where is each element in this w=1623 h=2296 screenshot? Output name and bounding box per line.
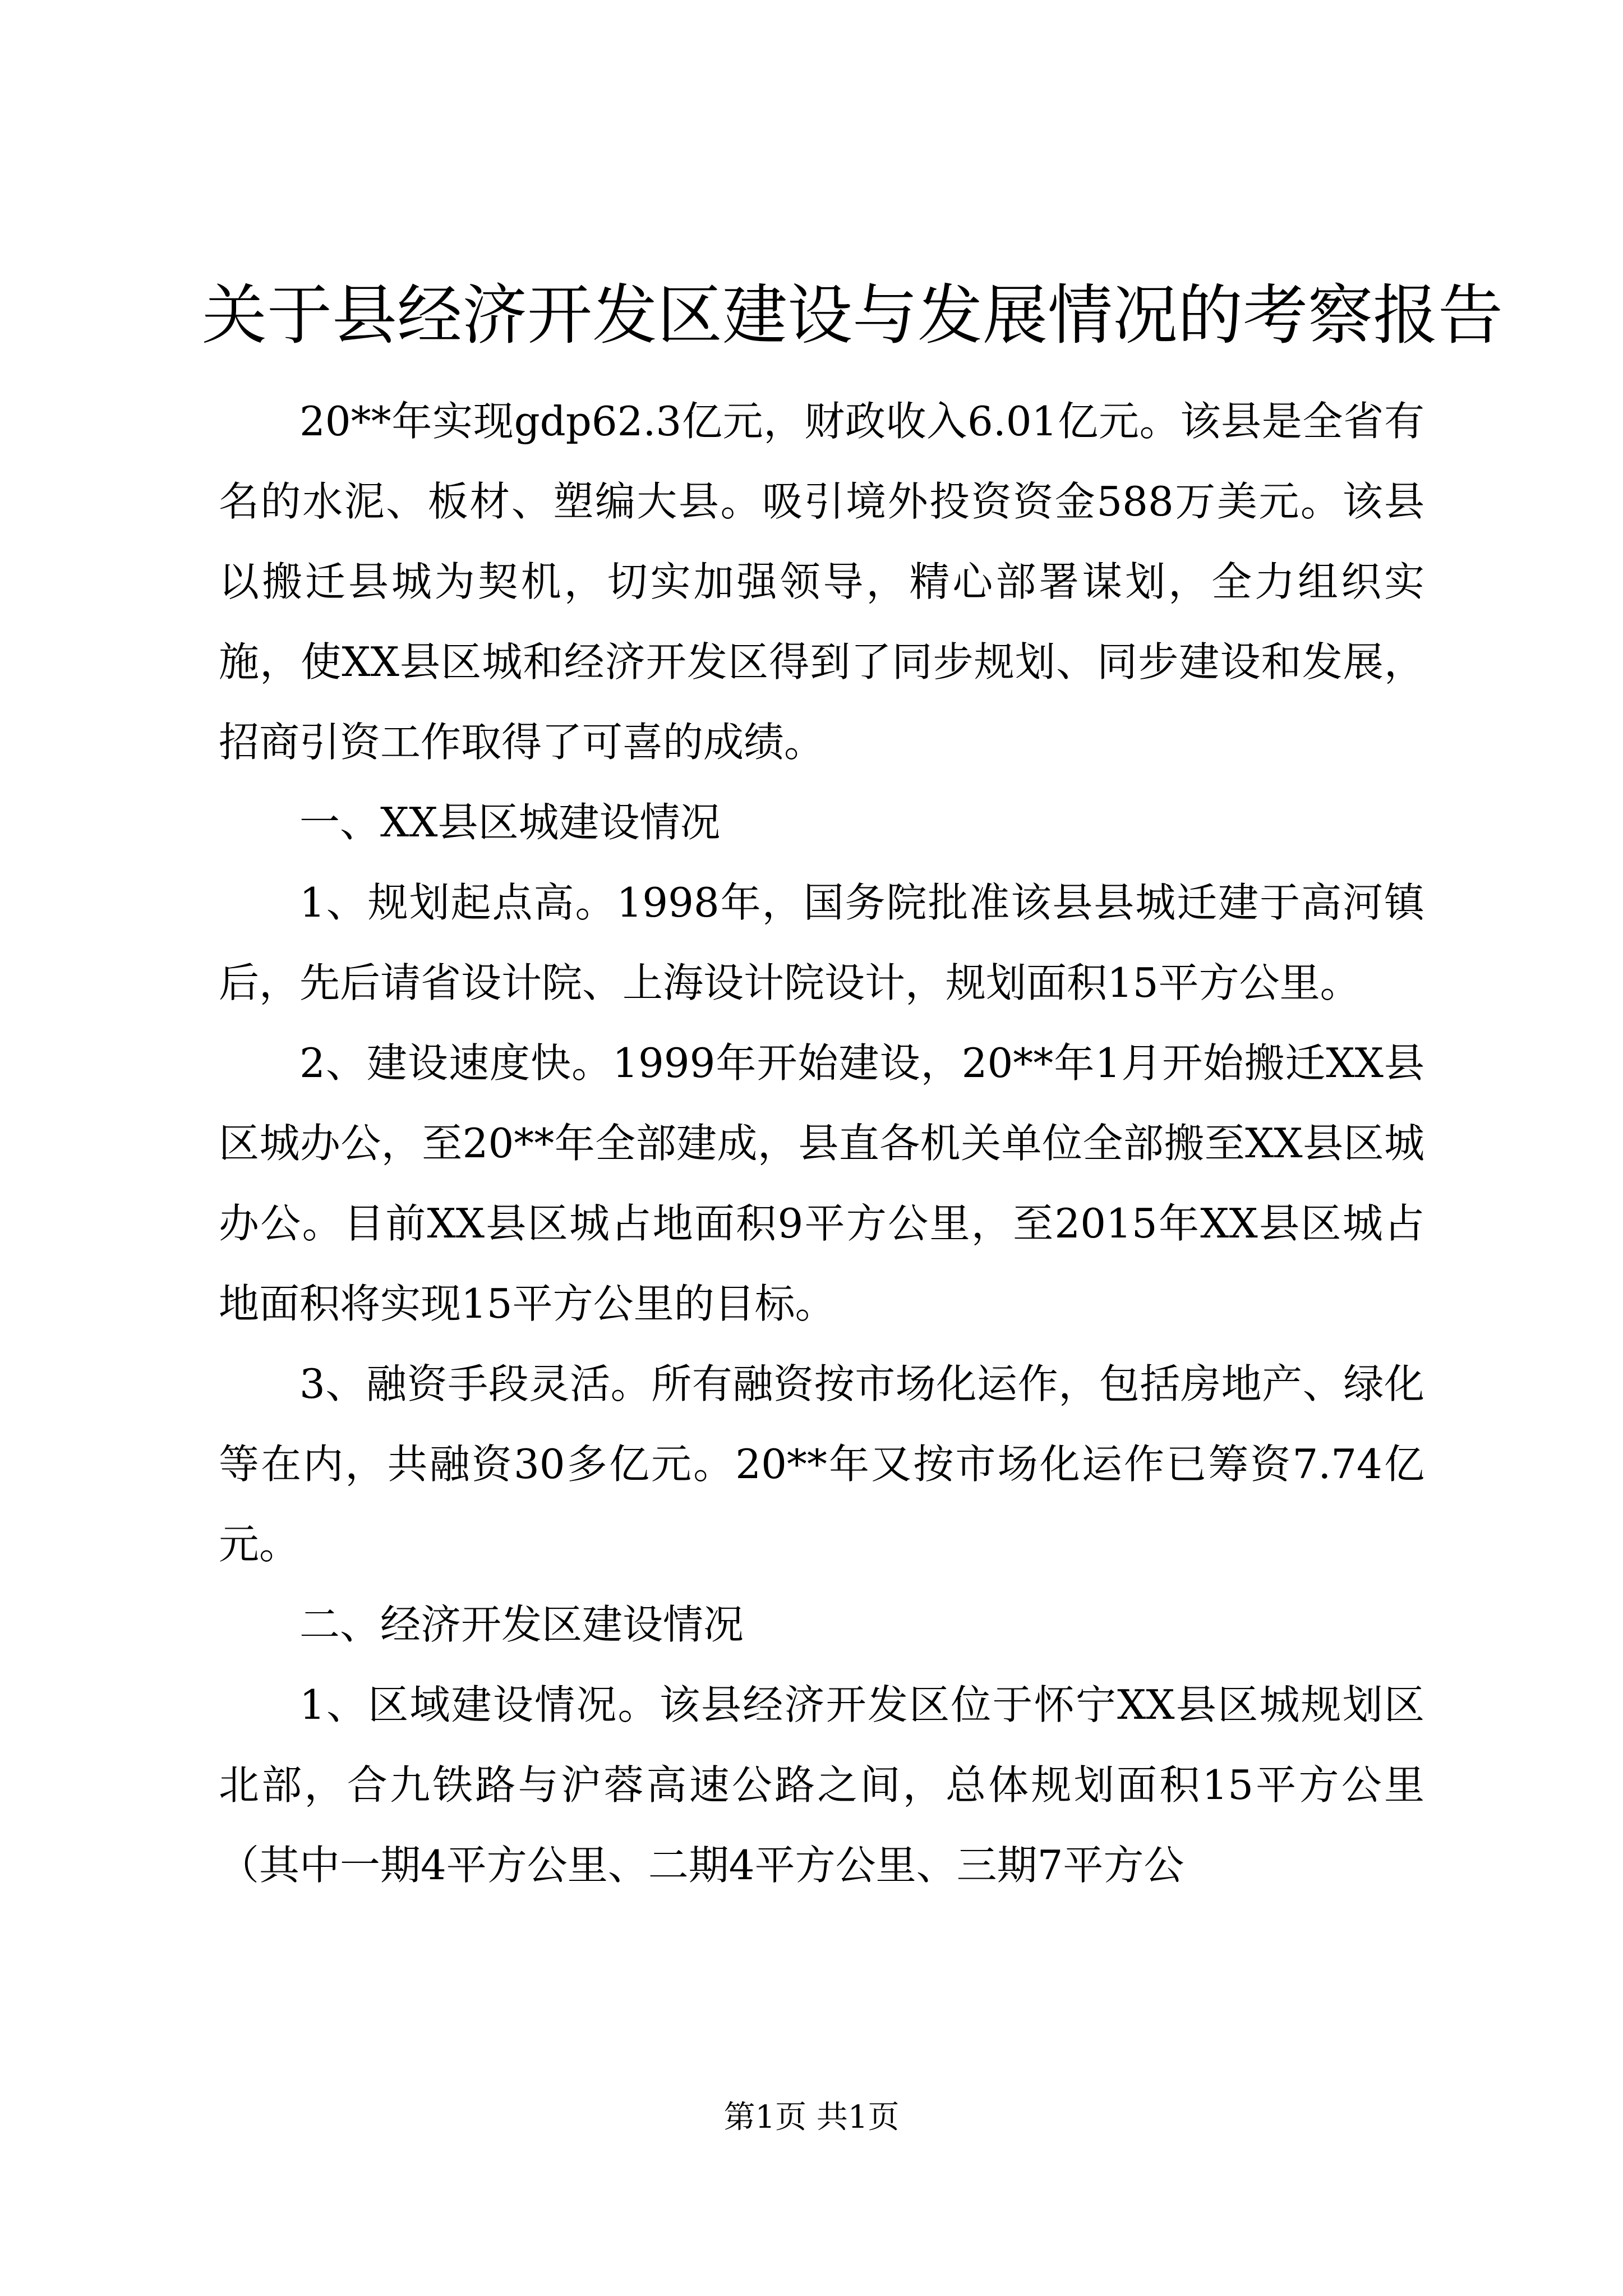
- document-title: 关于县经济开发区建设与发展情况的考察报告: [202, 278, 1503, 353]
- paragraph-financing: 3、融资手段灵活。所有融资按市场化运作，包括房地产、绿化等在内，共融资30多亿元。20**年又按市场化运作已筹资7.74亿元。: [219, 1360, 1424, 1568]
- section-heading-development-zone: 二、经济开发区建设情况: [299, 1601, 744, 1648]
- paragraph-planning: 1、规划起点高。1998年，国务院批准该县县城迁建于高河镇后，先后请省设计院、上海设计院设计，规划面积15平方公里。: [219, 879, 1424, 1006]
- paragraph-construction-speed: 2、建设速度快。1999年开始建设，20**年1月开始搬迁XX县区城办公，至20**年全部建成，县直各机关单位全部搬至XX县区城办公。目前XX县区城占地面积9平方公里，至2015年XX县区城占地面积将实现15平方公里的目标。: [219, 1039, 1424, 1327]
- section-heading-county-city: 一、XX县区城建设情况: [299, 799, 721, 846]
- page-footer: 第1页 共1页: [723, 2099, 900, 2136]
- paragraph-intro: 20**年实现gdp62.3亿元，财政收入6.01亿元。该县是全省有名的水泥、板材、塑编大县。吸引境外投资资金588万美元。该县以搬迁县城为契机，切实加强领导，精心部署谋划，全力组织实施，使XX县区城和经济开发区得到了同步规划、同步建设和发展，招商引资工作取得了可喜的成绩。: [219, 398, 1424, 766]
- document-body: [219, 381, 1424, 1906]
- paragraph-regional-construction: 1、区域建设情况。该县经济开发区位于怀宁XX县区城规划区北部，合九铁路与沪蓉高速公路之间，总体规划面积15平方公里（其中一期4平方公里、二期4平方公里、三期7平方公: [219, 1681, 1424, 1889]
